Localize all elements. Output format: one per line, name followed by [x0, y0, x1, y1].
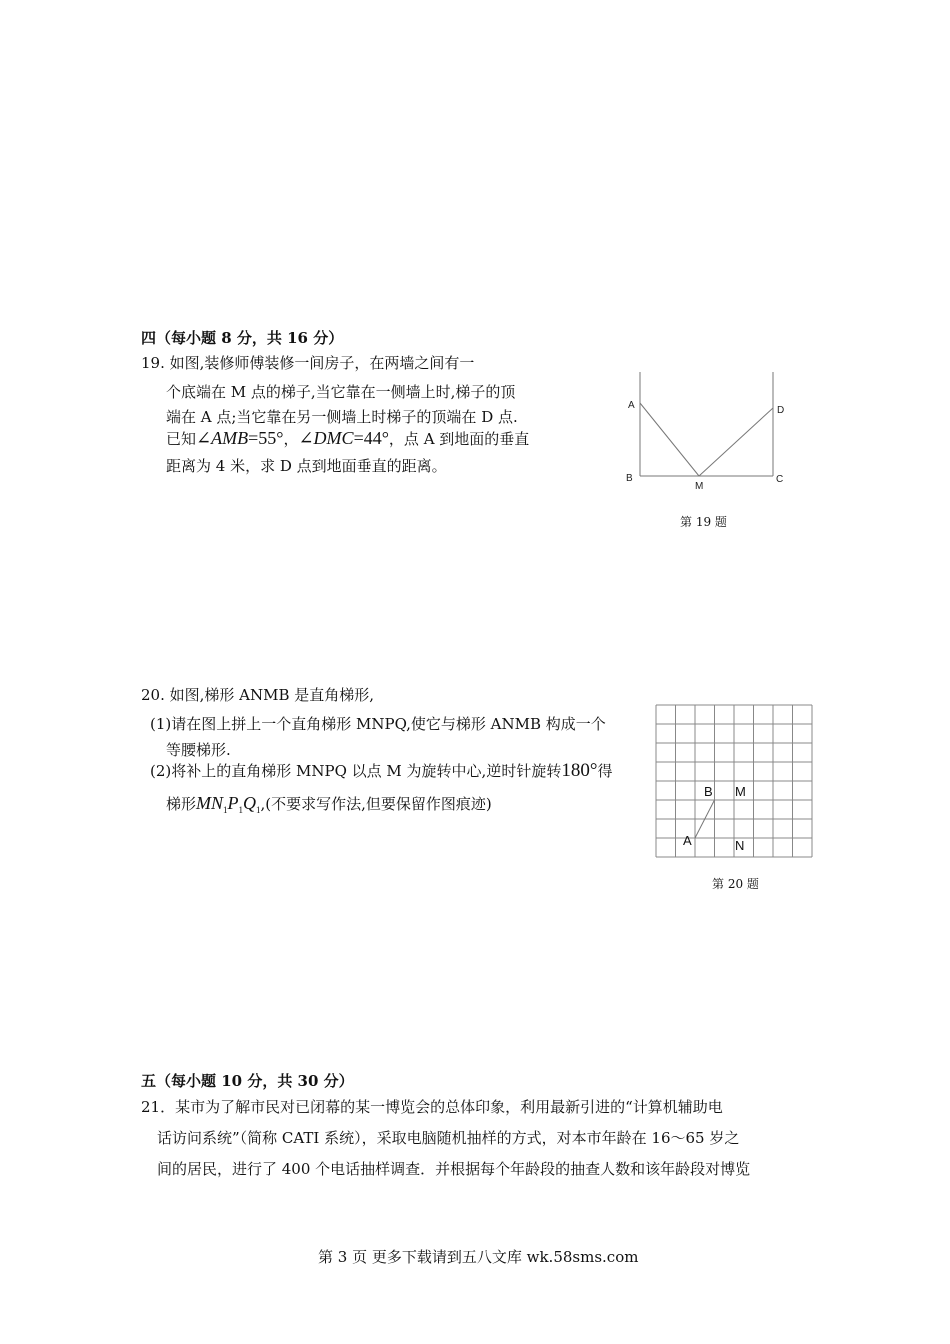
ladder-am — [640, 403, 699, 476]
point-label-d: D — [777, 405, 785, 416]
figure-20-caption: 第 20 题 — [712, 877, 759, 891]
q19-line-3: 端在 A 点;当它靠在另一侧墙上时梯子的顶端在 D 点. — [166, 408, 518, 426]
point-label-m: M — [695, 481, 704, 492]
section-4-heading: 四（每小题 8 分，共 16 分） — [141, 329, 344, 347]
q21-line-3: 间的居民，进行了 400 个电话抽样调查．并根据每个年龄段的抽查人数和该年龄段对博览 — [157, 1160, 751, 1178]
rotation-angle: 180° — [561, 760, 598, 781]
q21-line-1: 21．某市为了解市民对已闭幕的某一博览会的总体印象，利用最新引进的“计算机辅助电 — [141, 1098, 723, 1116]
figure-19 — [615, 365, 800, 495]
q19-line-5: 距离为 4 米，求 D 点到地面垂直的距离。 — [166, 457, 447, 475]
figure-20-grid — [650, 700, 820, 865]
grid-label-m: M — [735, 784, 746, 799]
angle-amb: ∠AMB=55° — [196, 428, 284, 448]
q21-line-2: 话访问系统”（简称 CATI 系统），采取电脑随机抽样的方式，对本市年龄在 16～65 岁之 — [157, 1129, 740, 1147]
q20-line-1: 20. 如图,梯形 ANMB 是直角梯形, — [141, 686, 375, 704]
grid-label-n: N — [735, 838, 745, 853]
q20-line-3: 等腰梯形. — [166, 741, 231, 759]
page-footer: 第 3 页 更多下载请到五八文库 wk.58sms.com — [318, 1248, 639, 1266]
q19-line-1: 19. 如图,装修师傅装修一间房子，在两墙之间有一 — [141, 354, 475, 372]
q20-line-4: (2)将补上的直角梯形 MNPQ 以点 M 为旋转中心,逆时针旋转180°得 — [150, 760, 613, 781]
point-label-c: C — [776, 474, 784, 485]
q20-line-2: (1)请在图上拼上一个直角梯形 MNPQ,使它与梯形 ANMB 构成一个 — [150, 715, 606, 733]
q19-line-4-suffix: ，点 A 到地面的垂直 — [388, 430, 530, 448]
point-label-a: A — [628, 400, 635, 411]
angle-dmc: ∠DMC=44° — [298, 428, 389, 448]
q19-line-2: 个底端在 M 点的梯子,当它靠在一侧墙上时,梯子的顶 — [166, 383, 516, 401]
point-label-b: B — [626, 473, 633, 484]
section-5-heading: 五（每小题 10 分，共 30 分） — [141, 1072, 354, 1090]
q20-line-5: 梯形$MN_1P_1Q_1$,(不要求写作法,但要保留作图痕迹) — [166, 793, 492, 815]
ladder-md — [699, 408, 773, 476]
q19-line-4: 已知∠AMB=55°，∠DMC=44°，点 A 到地面的垂直 — [166, 428, 530, 448]
q19-given-label: 已知 — [166, 430, 197, 448]
figure-19-caption: 第 19 题 — [680, 515, 727, 529]
grid-lines — [656, 705, 812, 857]
grid-label-a: A — [683, 833, 692, 848]
grid-label-b: B — [704, 784, 713, 799]
trapezoid-mn1p1q1: $MN_1P_1Q_1$ — [196, 793, 261, 815]
